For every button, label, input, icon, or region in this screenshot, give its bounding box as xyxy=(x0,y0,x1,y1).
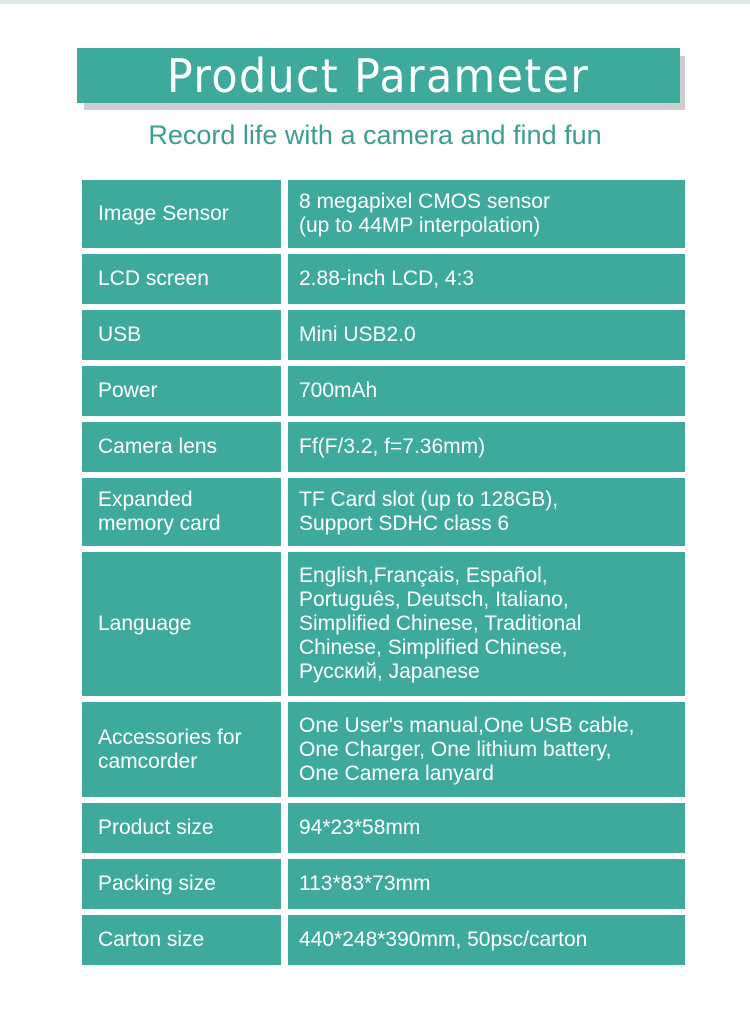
param-label: Product size xyxy=(82,803,281,853)
param-value: 113*83*73mm xyxy=(288,859,685,909)
param-value: 8 megapixel CMOS sensor (up to 44MP interpolation) xyxy=(288,180,685,248)
param-value: English,Français, Español, Português, Deutsch, Italiano, Simplified Chinese, Traditional Chinese, Simplified Chinese, Русский, Japanese xyxy=(288,552,685,696)
param-value: One User's manual,One USB cable, One Charger, One lithium battery, One Camera lanyard xyxy=(288,702,685,797)
param-label: Power xyxy=(82,366,281,416)
param-label: Camera lens xyxy=(82,422,281,472)
param-value: Mini USB2.0 xyxy=(288,310,685,360)
param-label: Accessories for camcorder xyxy=(82,702,281,797)
param-label: Language xyxy=(82,552,281,696)
param-value: TF Card slot (up to 128GB), Support SDHC class 6 xyxy=(288,478,685,546)
param-row-usb xyxy=(82,310,685,360)
param-row-language xyxy=(82,552,685,696)
param-row-memory-card xyxy=(82,478,685,546)
top-divider xyxy=(0,0,750,4)
param-label: Packing size xyxy=(82,859,281,909)
page-subtitle: Record life with a camera and find fun xyxy=(148,120,602,150)
param-row-accessories xyxy=(82,702,685,797)
param-value: 700mAh xyxy=(288,366,685,416)
param-label: Expanded memory card xyxy=(82,478,281,546)
param-row-packing-size xyxy=(82,859,685,909)
title-banner xyxy=(77,48,680,103)
param-value: 2.88-inch LCD, 4:3 xyxy=(288,254,685,304)
page-title: Product Parameter xyxy=(167,48,590,103)
param-label: USB xyxy=(82,310,281,360)
param-label: Carton size xyxy=(82,915,281,965)
param-value: Ff(F/3.2, f=7.36mm) xyxy=(288,422,685,472)
param-row-power xyxy=(82,366,685,416)
param-row-image-sensor xyxy=(82,180,685,248)
param-label: Image Sensor xyxy=(82,180,281,248)
param-row-lcd-screen xyxy=(82,254,685,304)
param-row-carton-size xyxy=(82,915,685,965)
param-label: LCD screen xyxy=(82,254,281,304)
param-row-camera-lens xyxy=(82,422,685,472)
param-row-product-size xyxy=(82,803,685,853)
param-value: 440*248*390mm, 50psc/carton xyxy=(288,915,685,965)
param-value: 94*23*58mm xyxy=(288,803,685,853)
